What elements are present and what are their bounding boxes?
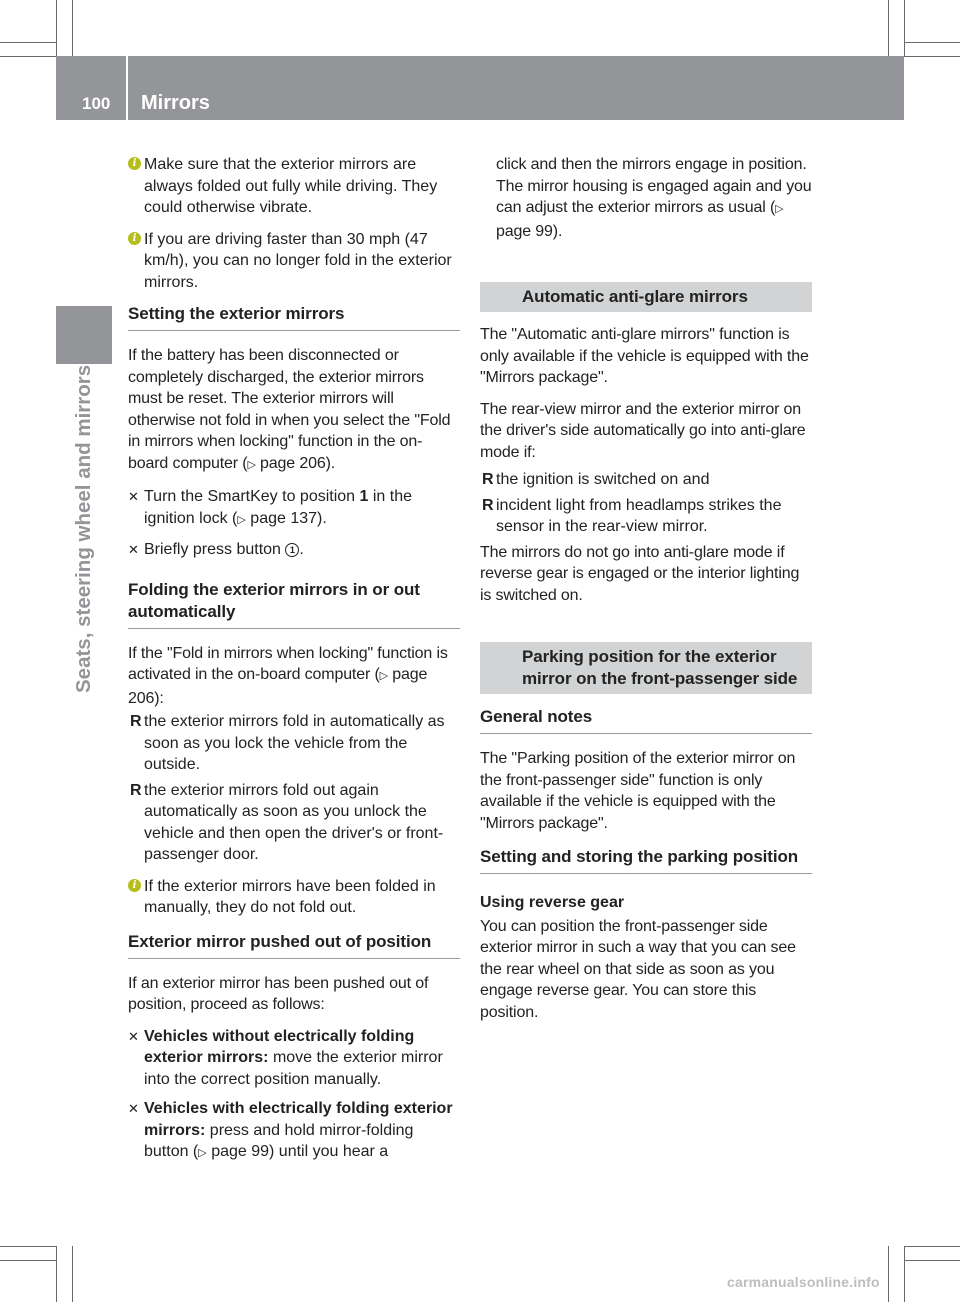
crop-mark xyxy=(72,1246,73,1302)
crop-mark xyxy=(904,56,960,57)
page-number: 100 xyxy=(82,94,111,113)
section-heading: Setting the exterior mirrors xyxy=(128,303,460,331)
instruction-step: ✕ Briefly press button 1 . xyxy=(128,539,460,561)
chapter-tab-block xyxy=(56,306,112,364)
right-column xyxy=(480,154,812,1033)
section-heading: Folding the exterior mirrors in or out automatically xyxy=(128,579,460,629)
page-link[interactable]: page 206): xyxy=(128,666,428,707)
page-link[interactable]: page 99) until you hear a xyxy=(211,1143,389,1160)
chapter-tab-label: Seats, steering wheel and mirrors xyxy=(72,364,95,693)
page-link[interactable]: page 206). xyxy=(260,454,336,472)
paragraph: The "Automatic anti-glare mirrors" function is only available if the vehicle is equipped with the "Mirrors package". xyxy=(480,326,809,386)
step-continuation: click and then the mirrors engage in position. The mirror housing is engaged again and you can adjust the exterior mirrors as usual (▷ page 99). xyxy=(496,156,812,240)
list-item: R incident light from headlamps strikes the sensor in the rear-view mirror. xyxy=(482,496,782,535)
crop-mark xyxy=(56,0,57,56)
subheading: Using reverse gear xyxy=(480,894,625,911)
step-marker-icon: ✕ xyxy=(128,1028,139,1044)
section-banner: Automatic anti-glare mirrors xyxy=(480,282,812,312)
list-item: R the exterior mirrors fold in automatically as soon as you lock the vehicle from the outside. xyxy=(130,713,445,773)
instruction-step: ✕ Vehicles with electrically folding exterior mirrors: press and hold mirror-folding button (▷ page 99) until you hear a xyxy=(128,1100,453,1160)
list-item: R the exterior mirrors fold out again automatically as soon as you unlock the vehicle and then open the driver's or front-passenger door. xyxy=(130,781,444,863)
crop-mark xyxy=(0,1246,56,1247)
section-heading: General notes xyxy=(480,706,812,734)
crop-mark xyxy=(0,42,56,43)
crop-mark xyxy=(904,1260,960,1261)
paragraph: The "Parking position of the exterior mirror on the front-passenger side" function is only available if the vehicle is equipped with the "Mirrors package". xyxy=(480,750,796,832)
section-banner: Parking position for the exterior mirror on the front-passenger side xyxy=(480,642,812,694)
page-title: Mirrors xyxy=(141,92,210,114)
instruction-step: ✕ Vehicles without electrically folding exterior mirrors: move the exterior mirror into the correct position manually. xyxy=(128,1027,443,1088)
section-heading: Exterior mirror pushed out of position xyxy=(128,931,460,959)
paragraph: You can position the front-passenger side exterior mirror in such a way that you can see the rear wheel on that side as soon as you engage reverse gear. You can store this position. xyxy=(480,917,796,1021)
paragraph: The rear-view mirror and the exterior mirror on the driver's side automatically go into anti-glare mode if: xyxy=(480,400,806,461)
watermark: carmanualsonline.info xyxy=(727,1274,880,1290)
page-link[interactable]: page 137). xyxy=(250,509,327,527)
info-note: i Make sure that the exterior mirrors are always folded out fully while driving. They could otherwise vibrate. xyxy=(128,154,460,219)
crop-mark xyxy=(0,1260,56,1261)
crop-mark xyxy=(0,56,56,57)
crop-mark xyxy=(904,1246,905,1302)
page-ref-icon: ▷ xyxy=(379,670,388,682)
info-icon: i xyxy=(128,157,141,170)
crop-mark xyxy=(904,1246,960,1247)
instruction-step: ✕ Turn the SmartKey to position 1 in the ignition lock (▷ page 137). xyxy=(128,488,413,527)
info-icon: i xyxy=(128,879,141,892)
list-item: R the ignition is switched on and xyxy=(482,471,710,488)
left-column xyxy=(128,154,460,1173)
step-marker-icon: ✕ xyxy=(128,489,139,504)
crop-mark xyxy=(904,42,960,43)
crop-mark xyxy=(56,1246,57,1302)
crop-mark xyxy=(904,0,905,56)
crop-mark xyxy=(888,0,889,56)
crop-mark xyxy=(72,0,73,56)
info-icon: i xyxy=(128,232,141,245)
paragraph: The mirrors do not go into anti-glare mode if reverse gear is engaged or the interior lighting is switched on. xyxy=(480,543,800,604)
paragraph: If an exterior mirror has been pushed out of position, proceed as follows: xyxy=(128,974,429,1013)
page-ref-icon: ▷ xyxy=(247,458,256,471)
step-marker-icon: ✕ xyxy=(128,542,139,557)
header-divider xyxy=(126,56,128,120)
page-ref-icon: ▷ xyxy=(198,1147,207,1159)
step-marker-icon: ✕ xyxy=(128,1101,139,1116)
info-note: i If the exterior mirrors have been folded in manually, they do not fold out. xyxy=(128,876,460,919)
page-link[interactable]: page 99). xyxy=(496,222,563,240)
paragraph: If the battery has been disconnected or completely discharged, the exterior mirrors must be reset. The exterior mirrors will otherwise not fold in when you select the "Fold in mirrors when locking" function in the on-board computer (▷ page 206). xyxy=(128,347,451,472)
button-callout-icon: 1 xyxy=(285,543,299,557)
page-ref-icon: ▷ xyxy=(237,513,246,526)
page-ref-icon: ▷ xyxy=(775,203,784,215)
crop-mark xyxy=(888,1246,889,1302)
info-note: i If you are driving faster than 30 mph (47 km/h), you can no longer fold in the exterior mirrors. xyxy=(128,229,460,294)
paragraph: If the "Fold in mirrors when locking" function is activated in the on-board computer (▷ page 206): xyxy=(128,644,448,707)
section-heading: Setting and storing the parking position xyxy=(480,846,812,874)
